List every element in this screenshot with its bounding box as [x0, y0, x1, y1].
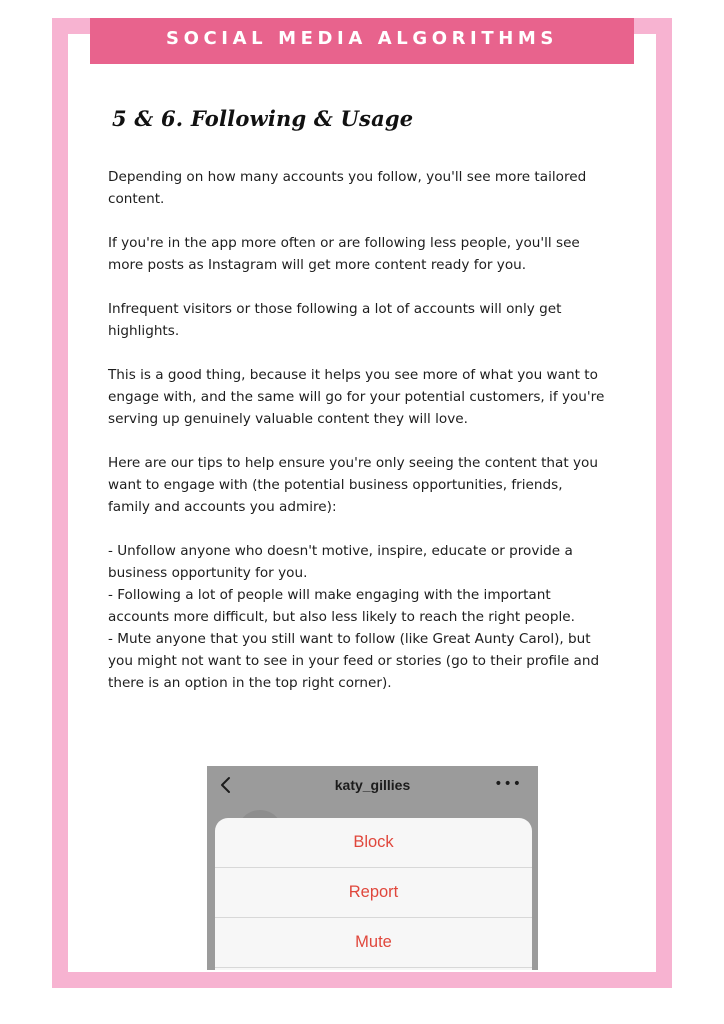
paragraph: Infrequent visitors or those following a lot of accounts will only get highlights.	[108, 301, 562, 339]
ellipsis-icon[interactable]: •••	[494, 776, 522, 792]
paragraph: This is a good thing, because it helps you see more of what you want to engage with, and the same will go for your potential customers, if you're serving up genuinely valuable content they will love.	[108, 367, 605, 427]
paragraph: Here are our tips to help ensure you're only seeing the content that you want to engage with (the potential business opportunities, friends, family and accounts you admire):	[108, 455, 598, 515]
tips-list	[108, 540, 608, 694]
chevron-left-icon[interactable]	[219, 775, 233, 795]
section-heading: 5 & 6. Following & Usage	[112, 106, 414, 131]
paragraph: If you're in the app more often or are following less people, you'll see more posts as Instagram will get more content ready for you.	[108, 235, 580, 273]
instagram-screenshot	[207, 766, 538, 970]
tip-item: - Unfollow anyone who doesn't motive, inspire, educate or provide a business opportunity for you.	[108, 543, 573, 581]
mute-option[interactable]: Mute	[215, 918, 532, 968]
tip-item: - Following a lot of people will make engaging with the important accounts more difficult, but also less likely to reach the right people.	[108, 587, 575, 625]
report-option[interactable]: Report	[215, 868, 532, 918]
block-option[interactable]: Block	[215, 818, 532, 868]
tip-item: - Mute anyone that you still want to follow (like Great Aunty Carol), but you might not want to see in your feed or stories (go to their profile and there is an option in the top right corner).	[108, 631, 600, 691]
action-sheet	[215, 818, 532, 970]
profile-username: katy_gillies	[334, 777, 411, 793]
body-text	[108, 166, 608, 694]
paragraph: Depending on how many accounts you follow, you'll see more tailored content.	[108, 169, 587, 207]
profile-top-bar	[207, 766, 538, 804]
header-banner	[90, 18, 634, 64]
header-title: SOCIAL MEDIA ALGORITHMS	[166, 27, 558, 49]
